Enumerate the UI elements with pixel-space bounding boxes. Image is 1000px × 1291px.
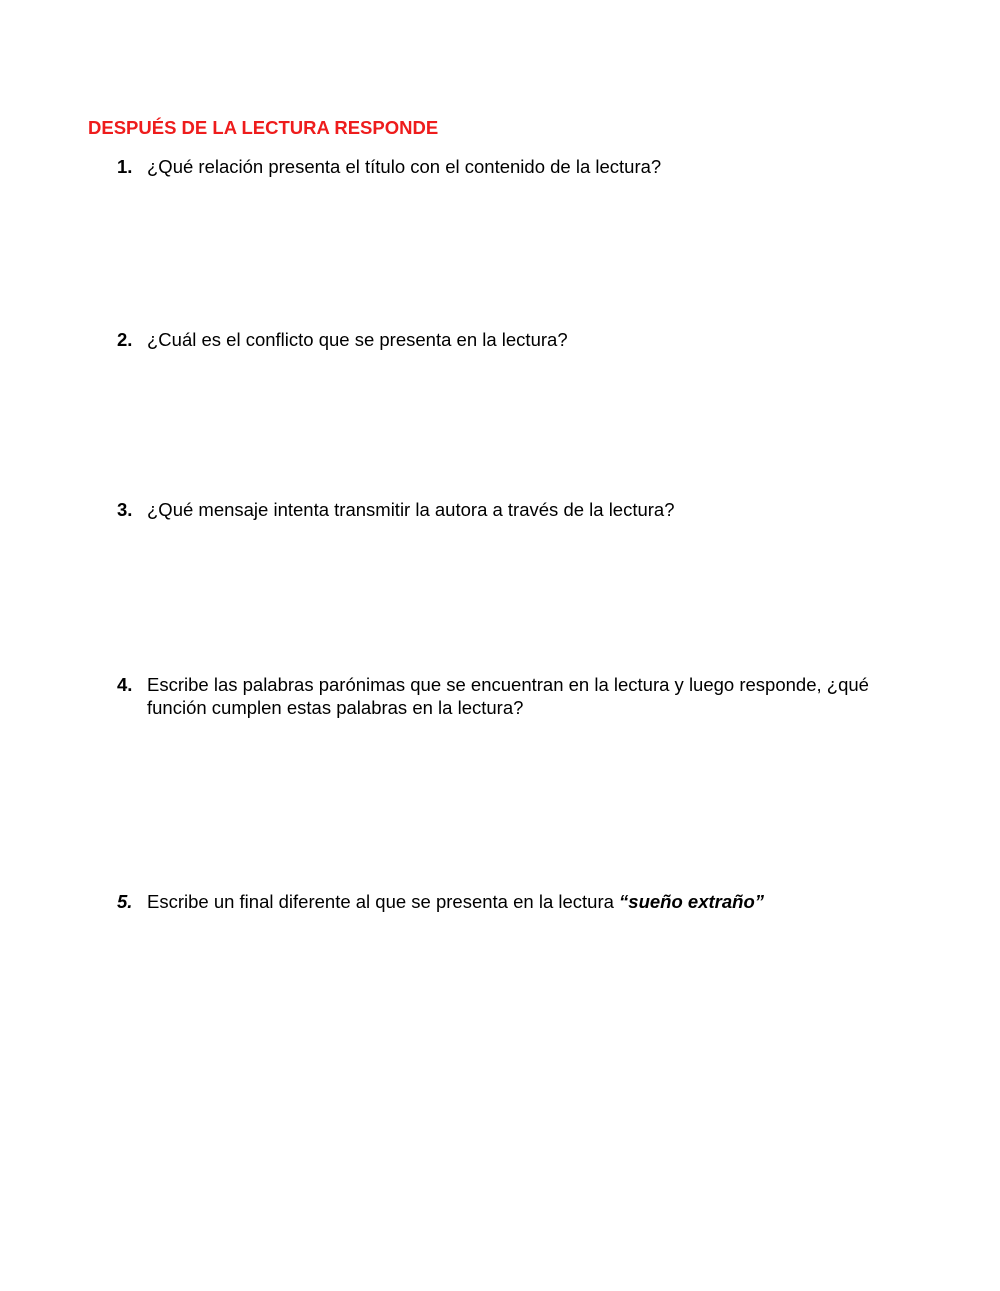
story-title-emphasis: “sueño extraño” — [619, 891, 764, 912]
question-text: Escribe un final diferente al que se presenta en la lectura — [147, 891, 620, 912]
question-text-wrapper — [147, 890, 917, 913]
question-number: 5. — [117, 891, 133, 912]
question-number: 3. — [117, 499, 133, 520]
section-heading: DESPUÉS DE LA LECTURA RESPONDE — [88, 117, 439, 138]
question-text: ¿Qué mensaje intenta transmitir la autora a través de la lectura? — [147, 499, 675, 520]
question-2 — [117, 328, 917, 351]
question-number: 2. — [117, 329, 133, 350]
question-3 — [117, 498, 917, 521]
question-5 — [117, 890, 917, 913]
question-4 — [117, 673, 917, 719]
question-text: ¿Qué relación presenta el título con el contenido de la lectura? — [147, 156, 662, 177]
question-text: ¿Cuál es el conflicto que se presenta en la lectura? — [147, 329, 568, 350]
question-1 — [117, 155, 917, 178]
question-number: 1. — [117, 156, 133, 177]
question-number: 4. — [117, 674, 133, 695]
question-text: Escribe las palabras parónimas que se encuentran en la lectura y luego responde, ¿qué función cumplen estas palabras en la lectura? — [147, 674, 869, 718]
